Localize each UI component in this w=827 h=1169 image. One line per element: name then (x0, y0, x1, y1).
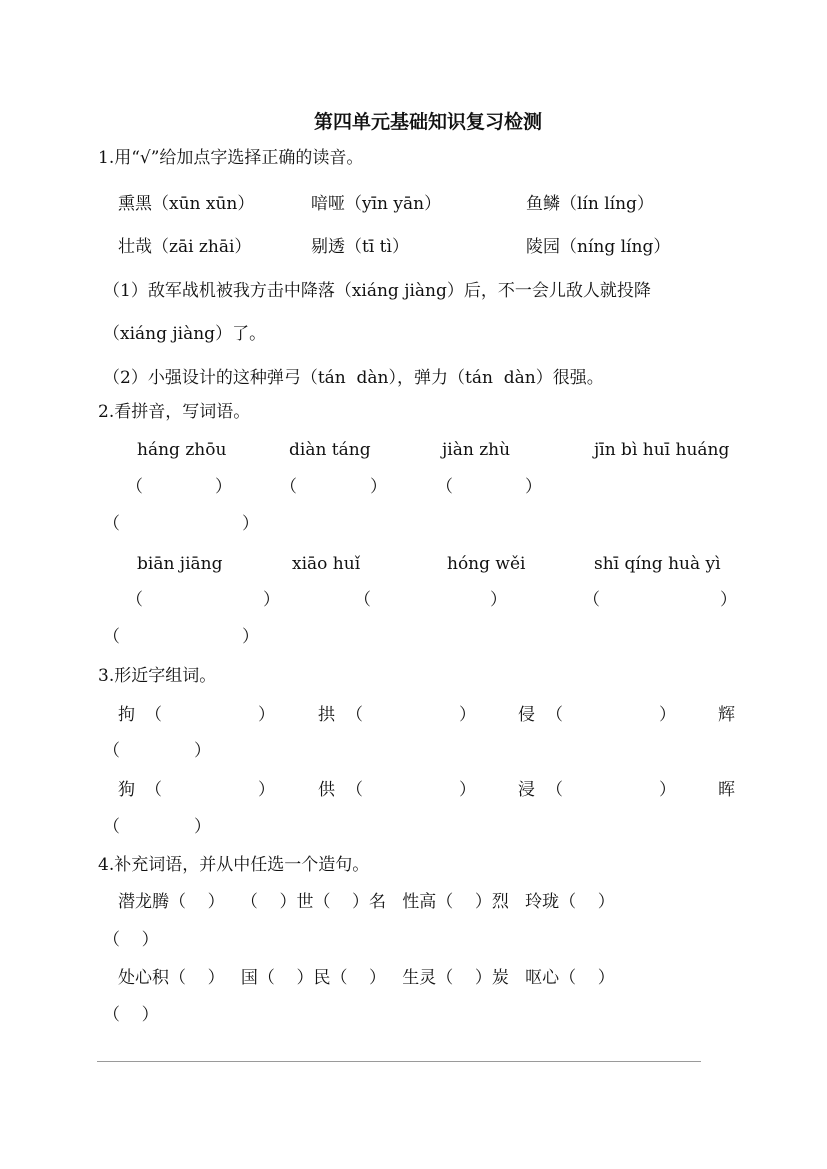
answer-blank-close: ） (258, 780, 275, 800)
q1-item: 陵园（níng líng） (526, 237, 671, 257)
answer-blank-close: ） (659, 780, 676, 800)
answer-blank-open: （ (126, 590, 143, 610)
answer-blank-close: ） (370, 477, 387, 497)
q3-char: 狗 (118, 780, 135, 800)
q2-pinyin: biān jiāng (137, 554, 223, 574)
answer-blank-open: （ (436, 477, 453, 497)
q1-item: 熏黑（xūn xūn） (118, 194, 255, 214)
q1-heading: 1.用“√”给加点字选择正确的读音。 (98, 148, 364, 168)
answer-blank-close: ） (459, 780, 476, 800)
answer-blank-close: ） (525, 477, 542, 497)
q2-pinyin: diàn táng (289, 440, 371, 460)
q3-char: 拱 (318, 705, 335, 725)
q3-char: 拘 (118, 705, 135, 725)
answer-blank-close: ） (263, 590, 280, 610)
q3-heading: 3.形近字组词。 (98, 666, 217, 686)
q1-item: 剔透（tī tì） (311, 237, 409, 257)
answer-blank-close: ） (242, 514, 259, 534)
answer-blank-open: （ (145, 780, 162, 800)
answer-blank-open: （ (145, 705, 162, 725)
q3-char: 供 (318, 780, 335, 800)
q1-sentence2: （2）小强设计的这种弹弓（tán dàn），弹力（tán dàn）很强。 (103, 368, 604, 388)
q2-pinyin: jiàn zhù (442, 440, 511, 460)
q3-char: 辉 (718, 705, 735, 725)
answer-blank-open: （ (354, 590, 371, 610)
answer-blank-close: ） (720, 590, 737, 610)
answer-blank-open: （ (583, 590, 600, 610)
q4-idiom-row: 潜龙腾（ ） （ ）世（ ）名 性高（ ）烈 玲珑（ ） (118, 892, 615, 912)
answer-blank-close: ） (659, 705, 676, 725)
q1-item: 鱼鳞（lín líng） (526, 194, 654, 214)
q4-idiom-row-cont: （ ） (103, 930, 159, 950)
q4-idiom-row: 处心积（ ） 国（ ）民（ ） 生灵（ ）炭 呕心（ ） (118, 968, 615, 988)
answer-blank-close: ） (194, 741, 211, 761)
answer-blank-close: ） (258, 705, 275, 725)
q1-item: 喑哑（yīn yān） (311, 194, 442, 214)
q1-sentence1-line1: （1）敌军战机被我方击中降落（xiáng jiàng）后，不一会儿敌人就投降 (103, 281, 651, 301)
answer-blank-open: （ (126, 477, 143, 497)
answer-blank-open: （ (346, 780, 363, 800)
q2-pinyin: xiāo huǐ (292, 554, 361, 574)
writing-line (97, 1061, 701, 1062)
answer-blank-close: ） (194, 817, 211, 837)
page-title: 第四单元基础知识复习检测 (314, 111, 543, 133)
q4-idiom-row-cont: （ ） (103, 1005, 159, 1025)
q2-pinyin: jīn bì huī huáng (594, 440, 730, 460)
answer-blank-open: （ (546, 705, 563, 725)
q2-pinyin: háng zhōu (137, 440, 227, 460)
q3-char: 晖 (718, 780, 735, 800)
answer-blank-open: （ (103, 741, 120, 761)
q2-pinyin: hóng wěi (447, 554, 526, 574)
q3-char: 侵 (518, 705, 535, 725)
answer-blank-close: ） (215, 477, 232, 497)
answer-blank-close: ） (242, 627, 259, 647)
answer-blank-open: （ (103, 514, 120, 534)
answer-blank-close: ） (490, 590, 507, 610)
q1-item: 壮哉（zāi zhāi） (118, 237, 252, 257)
answer-blank-close: ） (459, 705, 476, 725)
answer-blank-open: （ (280, 477, 297, 497)
q4-heading: 4.补充词语，并从中任选一个造句。 (98, 855, 370, 875)
answer-blank-open: （ (546, 780, 563, 800)
answer-blank-open: （ (103, 817, 120, 837)
q2-pinyin: shī qíng huà yì (594, 554, 721, 574)
answer-blank-open: （ (346, 705, 363, 725)
answer-blank-open: （ (103, 627, 120, 647)
q3-char: 浸 (518, 780, 535, 800)
q1-sentence1-line2: （xiáng jiàng）了。 (103, 324, 267, 344)
q2-heading: 2.看拼音，写词语。 (98, 402, 251, 422)
